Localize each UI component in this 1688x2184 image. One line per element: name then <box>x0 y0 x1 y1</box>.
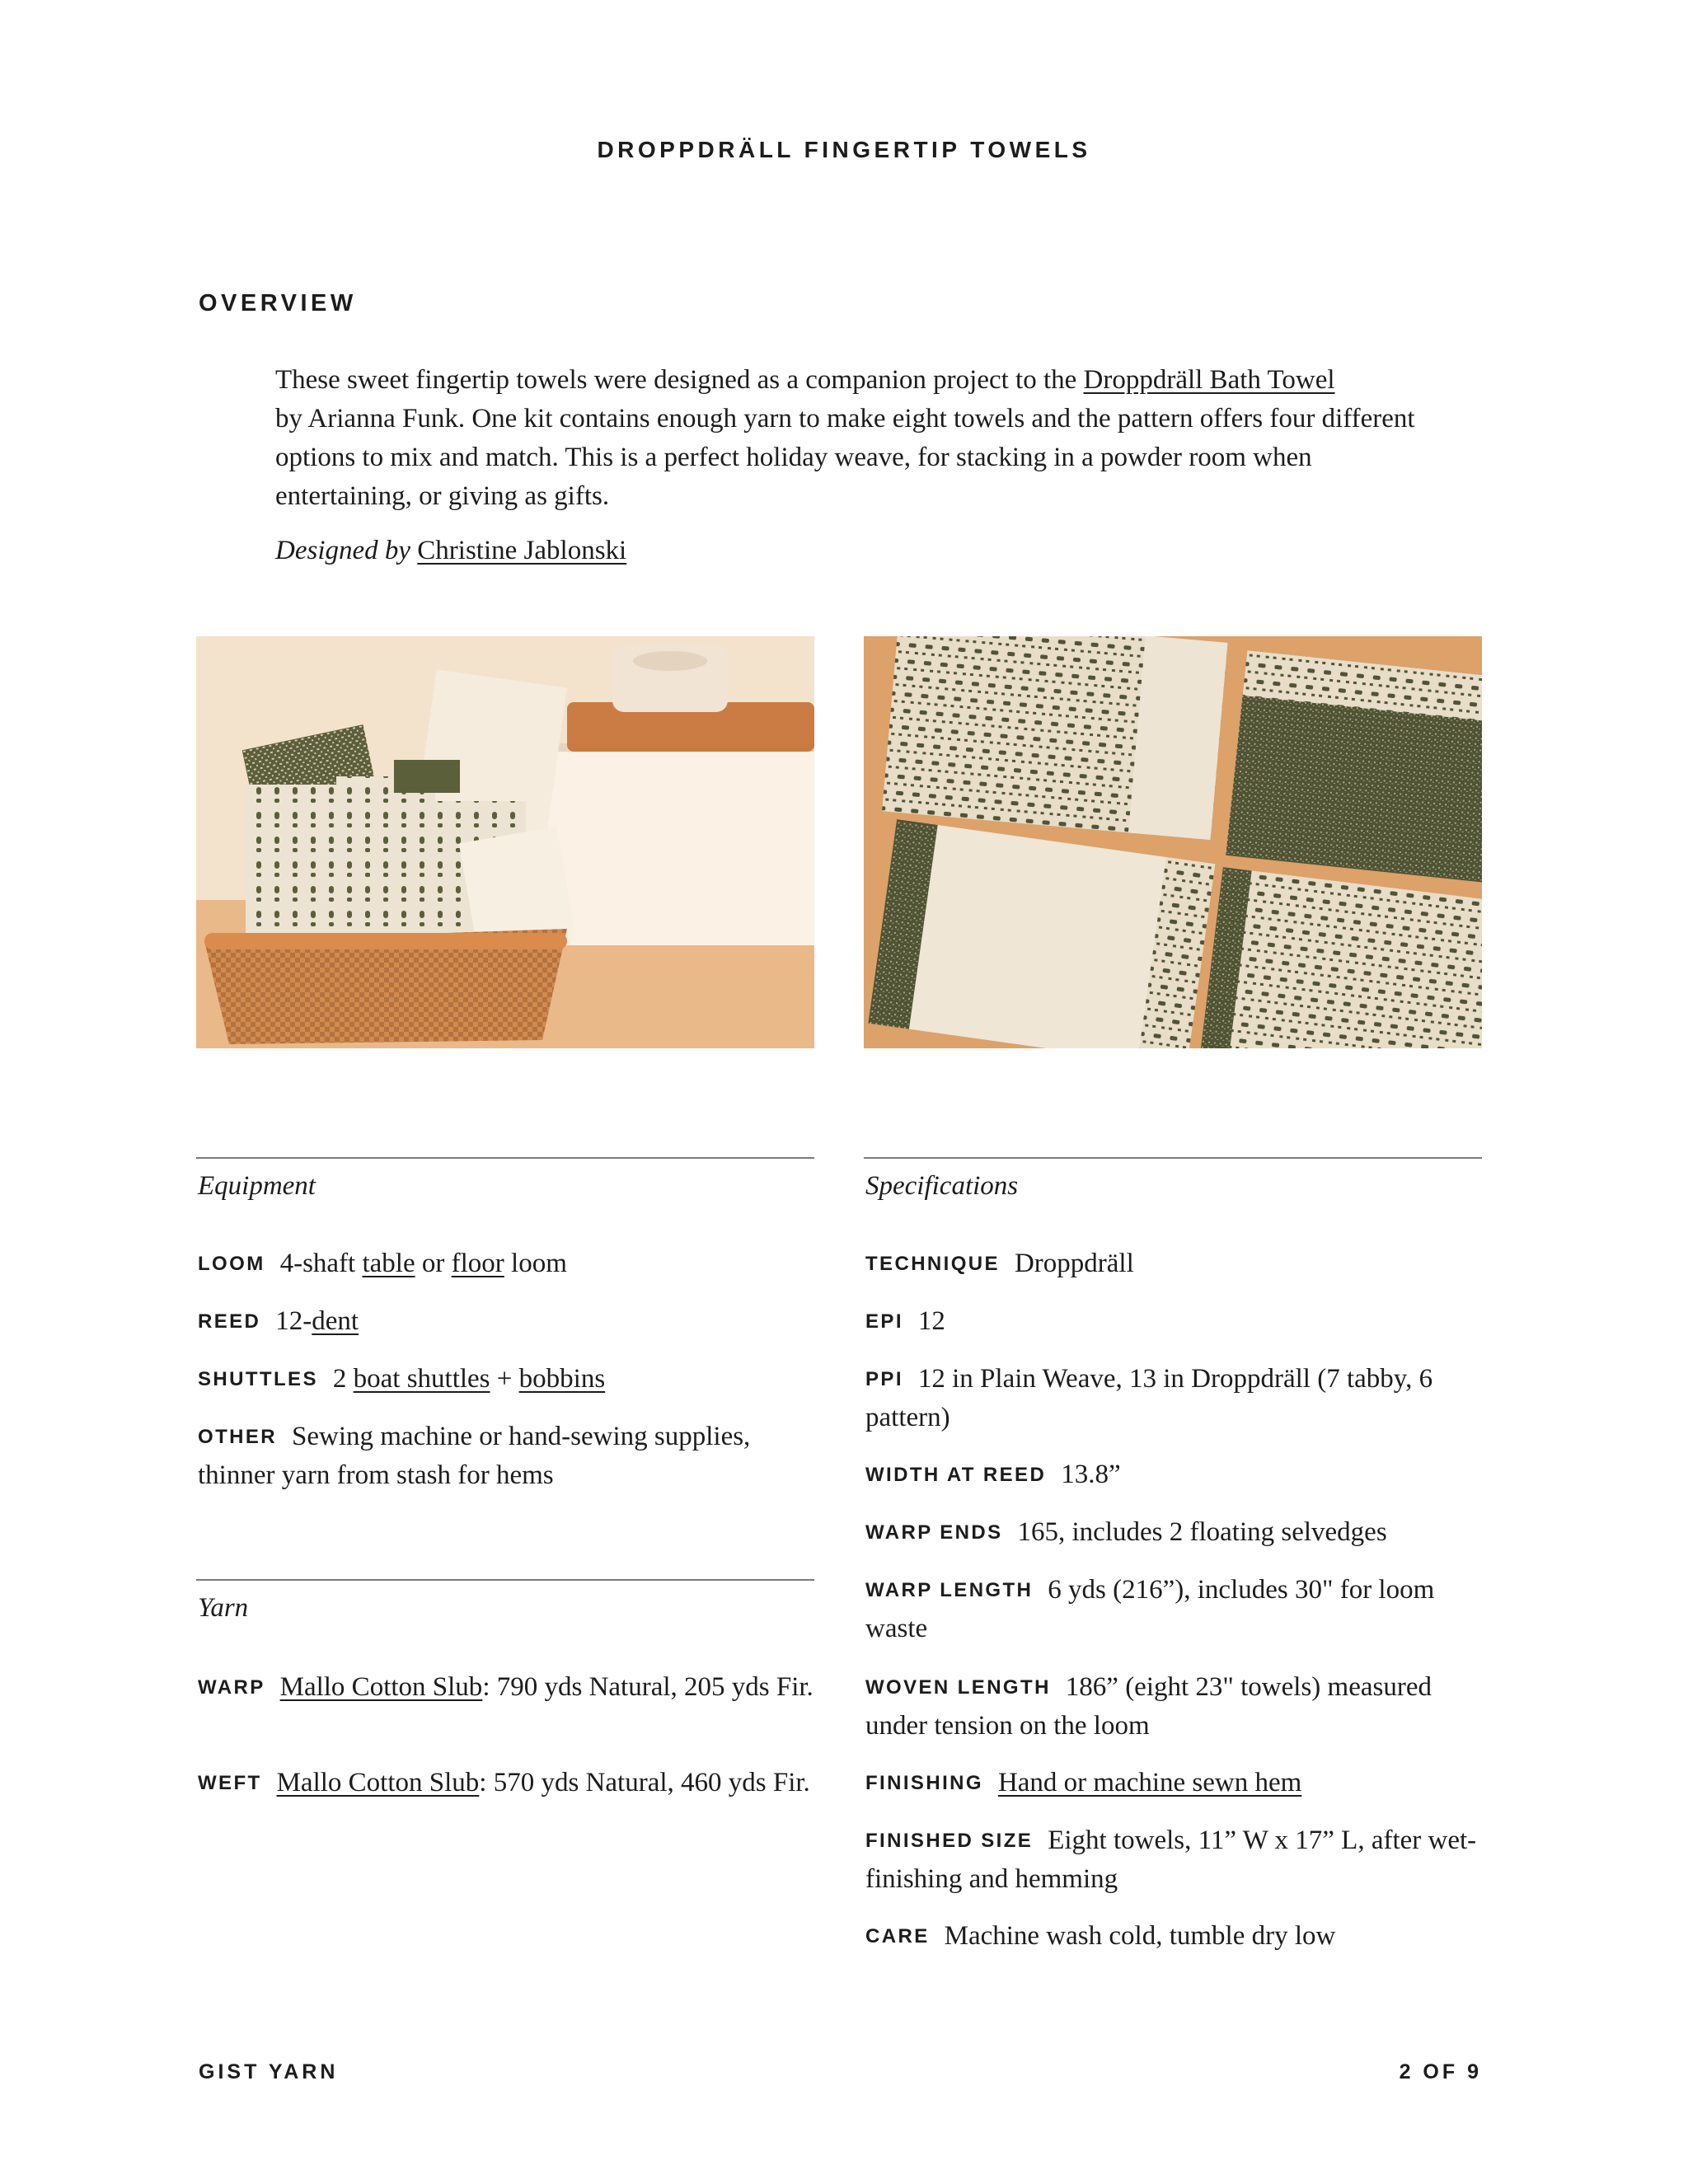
floor-loom-link[interactable]: floor <box>451 1249 504 1278</box>
epi-row <box>865 1302 1484 1341</box>
overview-line1: These sweet fingertip towels were designed as a companion project to the <box>275 365 1084 395</box>
shuttles-text: 2 <box>332 1364 354 1394</box>
overview-text <box>275 361 1437 516</box>
loom-label: LOOM <box>198 1253 265 1275</box>
overview-body: by Arianna Funk. One kit contains enough yarn to make eight towels and the pattern offers four different options to mix and match. This is a perfect holiday weave, for stacking in a powder room when entertaining, or giving as gifts. <box>275 404 1415 511</box>
warp-length-row <box>865 1571 1484 1648</box>
hem-link[interactable]: Hand or machine sewn hem <box>997 1768 1302 1797</box>
bobbins-link[interactable]: bobbins <box>518 1364 606 1394</box>
warp-yarn-link[interactable]: Mallo Cotton Slub <box>279 1672 483 1702</box>
footer-brand: GIST YARN <box>199 2060 339 2083</box>
specifications-heading: Specifications <box>865 1171 1019 1201</box>
towel-basket-image <box>196 636 814 1048</box>
technique-value: Droppdräll <box>1014 1249 1134 1278</box>
epi-value: 12 <box>917 1306 945 1336</box>
weft-yarn-link[interactable]: Mallo Cotton Slub <box>276 1768 480 1797</box>
care-value: Machine wash cold, tumble dry low <box>944 1921 1336 1951</box>
finished-size-row <box>865 1821 1484 1899</box>
care-label: CARE <box>865 1925 930 1947</box>
finished-size-value: Eight towels, 11” W x 17” L, after wet-finishing and hemming <box>865 1825 1477 1894</box>
other-text: Sewing machine or hand-sewing supplies, thinner yarn from stash for hems <box>198 1422 751 1490</box>
other-label: OTHER <box>198 1426 277 1448</box>
bath-towel-link[interactable]: Droppdräll Bath Towel <box>1083 365 1335 395</box>
loom-text: or <box>415 1249 452 1278</box>
table-loom-link[interactable]: table <box>362 1249 415 1278</box>
equipment-rule <box>196 1157 814 1159</box>
weft-label: WEFT <box>198 1772 262 1794</box>
weft-row <box>198 1764 816 1802</box>
width-row <box>865 1455 1484 1494</box>
warp-ends-label: WARP ENDS <box>865 1521 1003 1544</box>
page-number: 2 OF 9 <box>1399 2060 1482 2083</box>
epi-label: EPI <box>865 1310 903 1333</box>
designed-by-label: Designed by <box>275 536 411 565</box>
loom-text: loom <box>504 1249 567 1278</box>
warp-text: : 790 yds Natural, 205 yds Fir. <box>482 1672 814 1702</box>
yarn-rule <box>196 1579 814 1581</box>
page-title: DROPPDRÄLL FINGERTIP TOWELS <box>597 137 1091 162</box>
woven-length-label: WOVEN LENGTH <box>865 1676 1051 1699</box>
ppi-value: 12 in Plain Weave, 13 in Droppdräll (7 tabby, 6 pattern) <box>865 1364 1433 1432</box>
warp-ends-row <box>865 1513 1484 1552</box>
warp-length-label: WARP LENGTH <box>865 1579 1034 1601</box>
technique-label: TECHNIQUE <box>865 1253 1000 1275</box>
loom-text: 4-shaft <box>279 1249 363 1278</box>
loom-row <box>198 1244 816 1283</box>
overview-heading: OVERVIEW <box>199 290 357 316</box>
ppi-row <box>865 1360 1484 1437</box>
ppi-label: PPI <box>865 1368 903 1390</box>
specifications-rule <box>864 1157 1482 1159</box>
reed-text: 12- <box>275 1306 312 1336</box>
reed-label: REED <box>198 1310 261 1333</box>
yarn-heading: Yarn <box>198 1593 249 1623</box>
warp-ends-value: 165, includes 2 floating selvedges <box>1017 1517 1387 1547</box>
technique-row <box>865 1244 1484 1283</box>
designer-link[interactable]: Christine Jablonski <box>417 536 627 565</box>
finishing-row <box>865 1764 1484 1802</box>
warp-row <box>198 1668 816 1707</box>
dent-link[interactable]: dent <box>312 1306 359 1336</box>
woven-length-value: 186” (eight 23" towels) measured under tension on the loom <box>865 1672 1432 1741</box>
finished-size-label: FINISHED SIZE <box>865 1830 1034 1852</box>
equipment-heading: Equipment <box>198 1171 316 1201</box>
reed-row <box>198 1302 816 1341</box>
woven-length-row <box>865 1668 1484 1746</box>
shuttles-row <box>198 1360 816 1399</box>
shuttles-text: + <box>490 1364 519 1394</box>
warp-length-value: 6 yds (216”), includes 30" for loom waste <box>865 1575 1435 1643</box>
designer-credit <box>275 536 626 566</box>
other-row <box>198 1418 816 1495</box>
width-label: WIDTH AT REED <box>865 1464 1047 1486</box>
shuttles-label: SHUTTLES <box>198 1368 318 1390</box>
towels-flatlay-photo <box>864 636 1482 1048</box>
care-row <box>865 1917 1484 1956</box>
towel-basket-photo <box>196 636 814 1048</box>
finishing-label: FINISHING <box>865 1772 983 1794</box>
boat-shuttles-link[interactable]: boat shuttles <box>353 1364 490 1394</box>
weft-text: : 570 yds Natural, 460 yds Fir. <box>479 1768 810 1797</box>
width-value: 13.8” <box>1061 1460 1121 1489</box>
towels-flatlay-image <box>864 636 1482 1048</box>
warp-label: WARP <box>198 1676 265 1699</box>
